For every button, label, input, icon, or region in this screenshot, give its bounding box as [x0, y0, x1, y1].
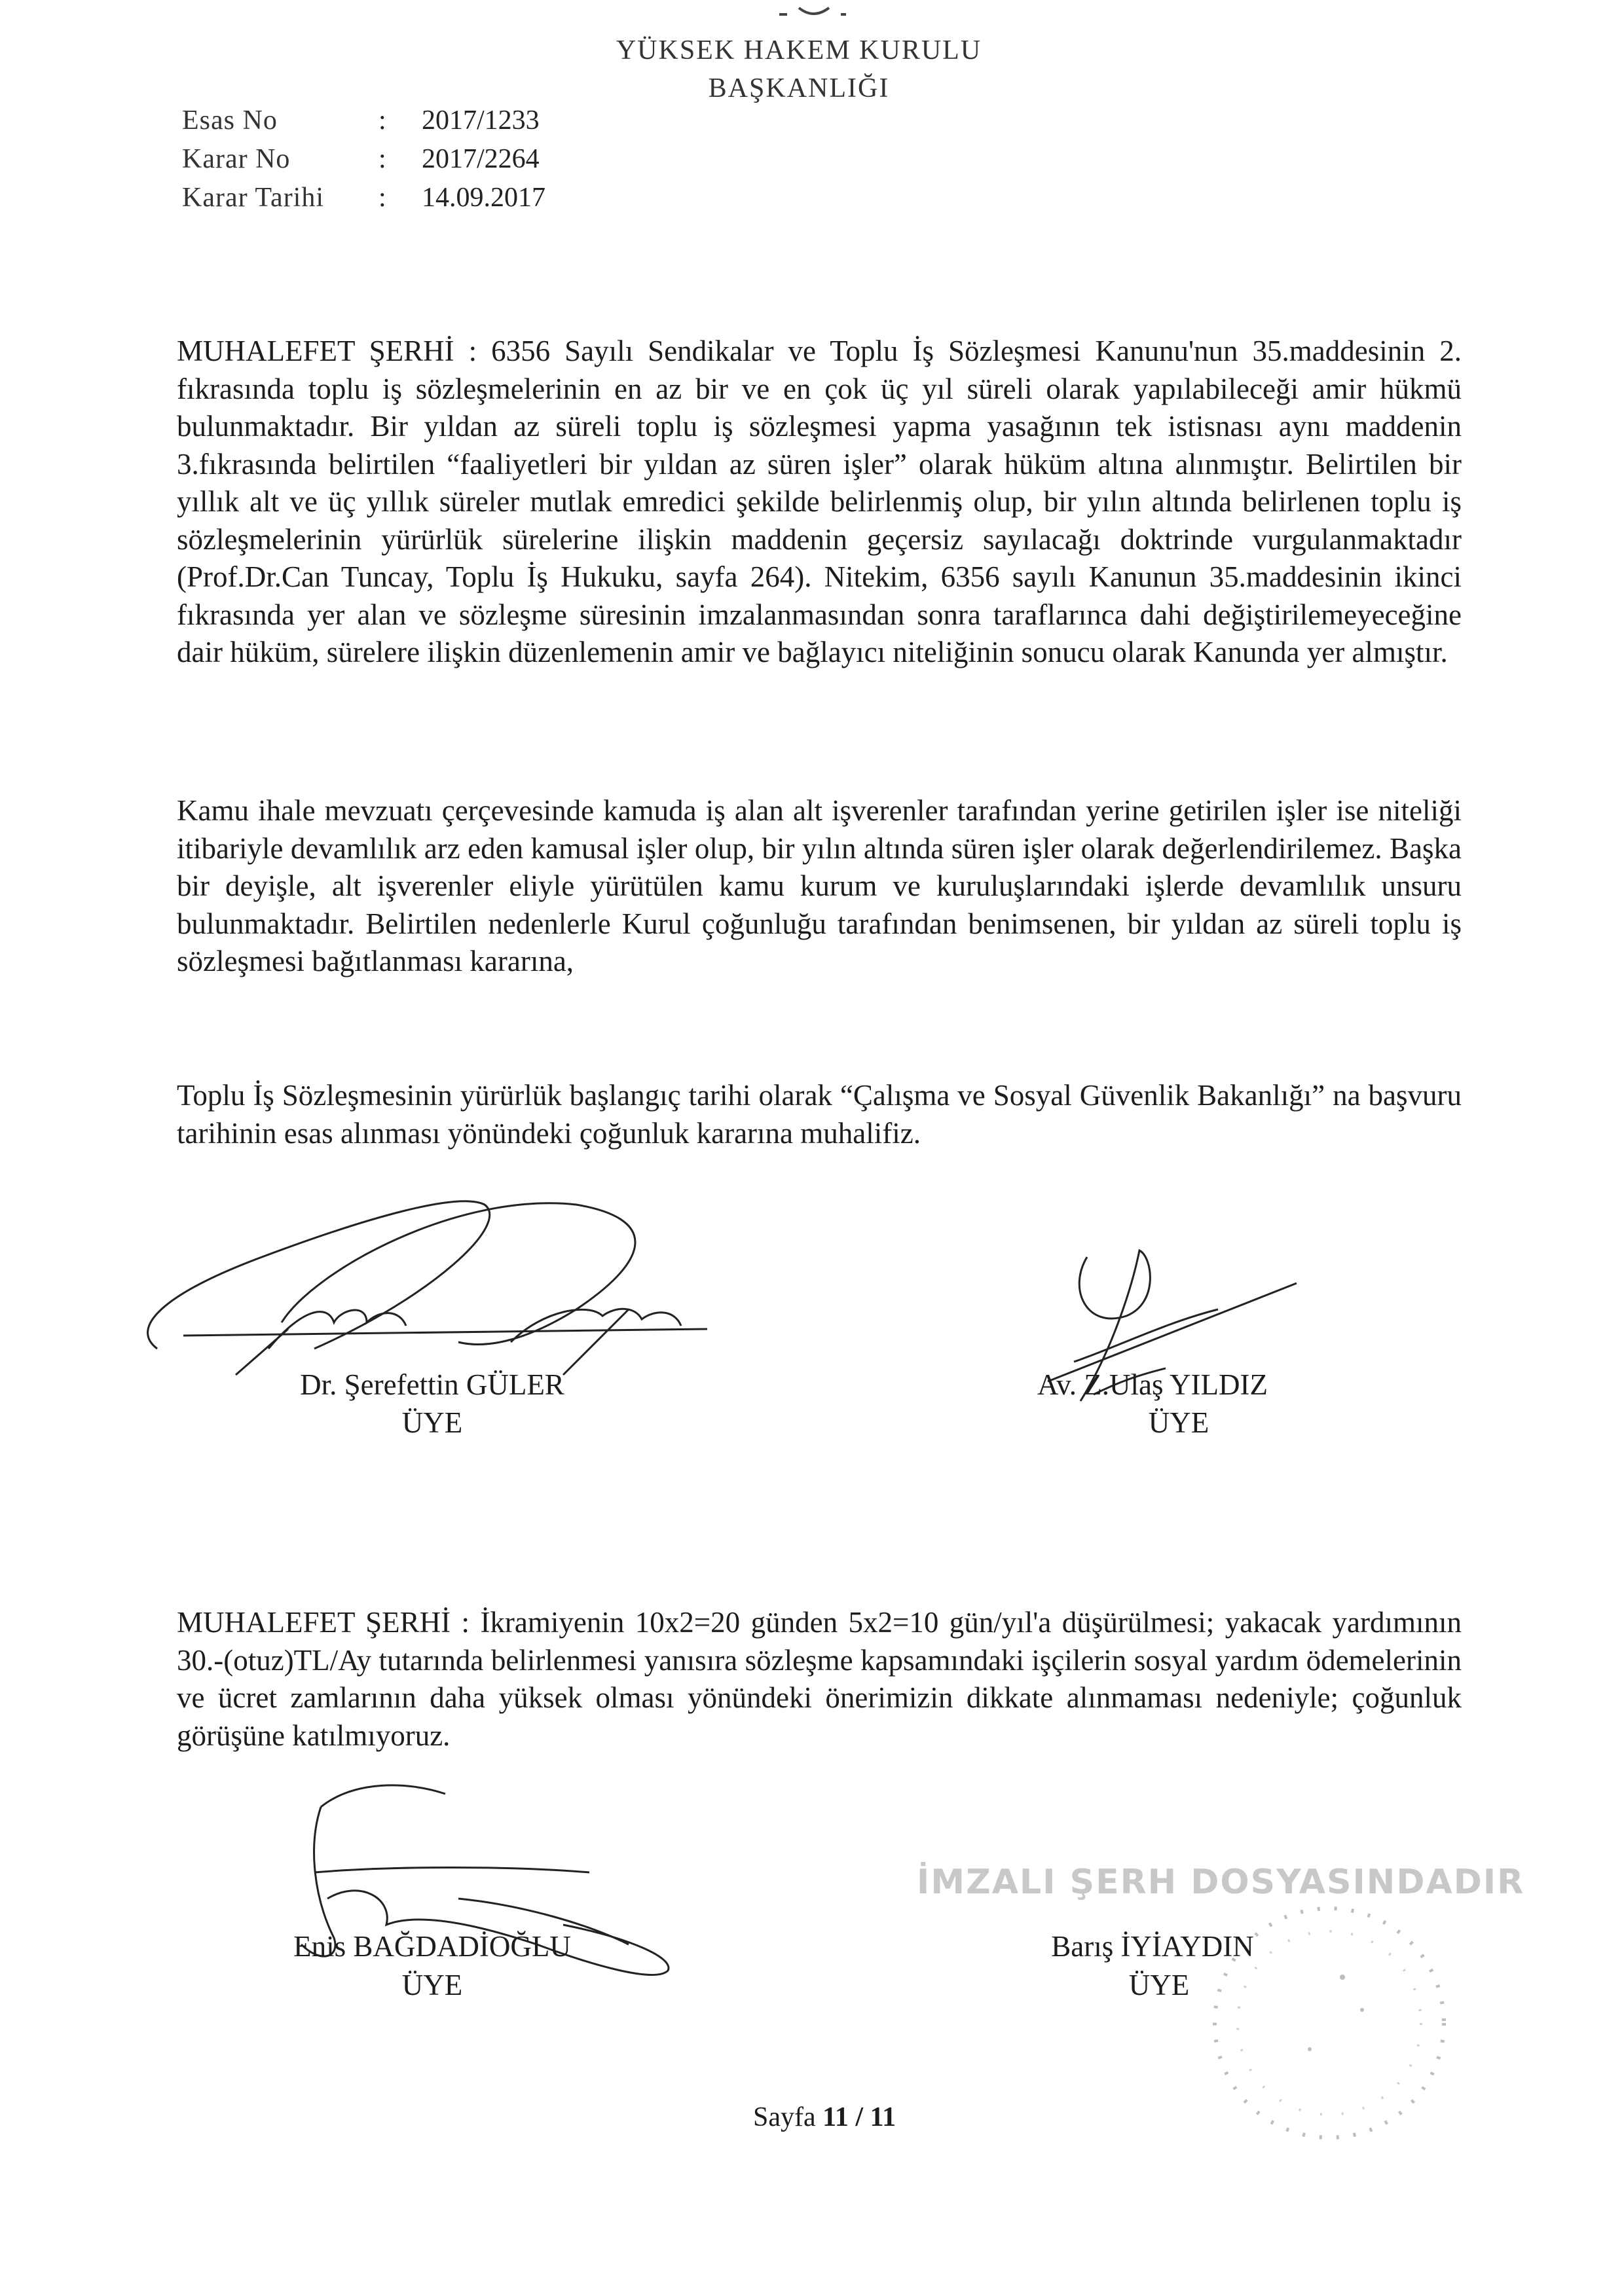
esas-value: 2017/1233 — [422, 105, 540, 136]
page-number-prefix: Sayfa — [753, 2102, 816, 2132]
signatory-4-role: ÜYE — [1128, 1969, 1190, 2001]
signatory-2-name: Av. Z.Ulaş YILDIZ — [1037, 1368, 1268, 1401]
signed-dissent-stamp: İMZALI ŞERH DOSYASINDADIR — [917, 1863, 1525, 1902]
page-number — [753, 2102, 896, 2133]
signatory-3-name: Enis BAĞDADİOĞLU — [293, 1930, 571, 1963]
karar-label: Karar No — [182, 144, 291, 174]
karar-colon: : — [378, 144, 386, 174]
tarih-value: 14.09.2017 — [422, 183, 545, 213]
institution-header — [537, 31, 1061, 107]
dissent-paragraph-3: Toplu İş Sözleşmesinin yürürlük başlangıç tarihi olarak “Çalışma ve Sosyal Güvenlik Bakanlığı” na başvuru tarihinin esas alınması yönündeki çoğunluk kararına muhalifiz. — [177, 1079, 1462, 1150]
signatory-2-role: ÜYE — [1148, 1406, 1209, 1439]
karar-row — [182, 140, 545, 179]
tarih-colon: : — [378, 183, 386, 213]
institution-subtitle: BAŞKANLIĞI — [708, 73, 890, 103]
case-metadata — [182, 101, 545, 217]
page-number-value: 11 / 11 — [822, 2102, 896, 2132]
esas-row — [182, 101, 545, 140]
esas-colon: : — [378, 105, 386, 136]
dissent-paragraph-4: MUHALEFET ŞERHİ : İkramiyenin 10x2=20 günden 5x2=10 gün/yıl'a düşürülmesi; yakacak yardımının 30.-(otuz)TL/Ay tutarında belirlenmesi yanısıra sözleşme kapsamındaki işçilerin sosyal yardım ödemelerinin ve ücret zamlarının daha yüksek olması yönündeki önerimizin dikkate alınmaması nedeniyle; çoğunluk görüşüne katılmıyoruz. — [177, 1606, 1462, 1752]
dissent-paragraph-2: Kamu ihale mevzuatı çerçevesinde kamuda iş alan alt işverenler tarafından yerine getirilen işler ise niteliği itibariyle devamlılık arz eden kamusal işler olup, bir yılın altında süren işler olarak değerlendirilemez. Başka bir deyişle, alt işverenler eliyle yürütülen kamu kurum ve kuruluşlarındaki işlerde devamlılık unsuru bulunmaktadır. Belirtilen nedenlerle Kurul çoğunluğu tarafından benimsenen, bir yıldan az süreli toplu iş sözleşmesi bağıtlanması kararına, — [177, 794, 1462, 977]
signatory-3-role: ÜYE — [401, 1969, 463, 2001]
signatory-4-name: Barış İYİAYDIN — [1051, 1930, 1254, 1963]
signatory-1-name: Dr. Şerefettin GÜLER — [300, 1368, 564, 1401]
institution-name: YÜKSEK HAKEM KURULU — [616, 35, 982, 65]
esas-label: Esas No — [182, 105, 278, 136]
header-emblem-fragment — [773, 0, 858, 20]
signatory-1-role: ÜYE — [401, 1406, 463, 1439]
karar-value: 2017/2264 — [422, 144, 540, 174]
tarih-label: Karar Tarihi — [182, 183, 325, 213]
dissent-paragraph-1: MUHALEFET ŞERHİ : 6356 Sayılı Sendikalar ve Toplu İş Sözleşmesi Kanunu'nun 35.maddesinin 2. fıkrasında toplu iş sözleşmelerinin en az bir ve en çok üç yıl süreli olarak yapılabileceği amir hükmü bulunmaktadır. Bir yıldan az süreli toplu iş sözleşmesi yapma yasağının tek istisnası aynı maddenin 3.fıkrasında belirtilen “faaliyetleri bir yıldan az süren işler” olarak hüküm altına alınmıştır. Belirtilen bir yıllık alt ve üç yıllık süreler mutlak emredici şekilde belirlenmiş olup, bir yılın altında belirlenen toplu iş sözleşmelerinin yürürlük sürelerine ilişkin maddenin geçersiz sayılacağı doktrinde vurgulanmaktadır (Prof.Dr.Can Tuncay, Toplu İş Hukuku, sayfa 264). Nitekim, 6356 sayılı Kanunun 35.maddesinin ikinci fıkrasında yer alan ve sözleşme süresinin imzalanmasından sonra taraflarınca dahi değiştirilemeyeceğine dair hüküm, sürelere ilişkin düzenlemenin amir ve bağlayıcı niteliğinin sonucu olarak Kanunda yer almıştır. — [177, 335, 1462, 668]
tarih-row — [182, 179, 545, 217]
